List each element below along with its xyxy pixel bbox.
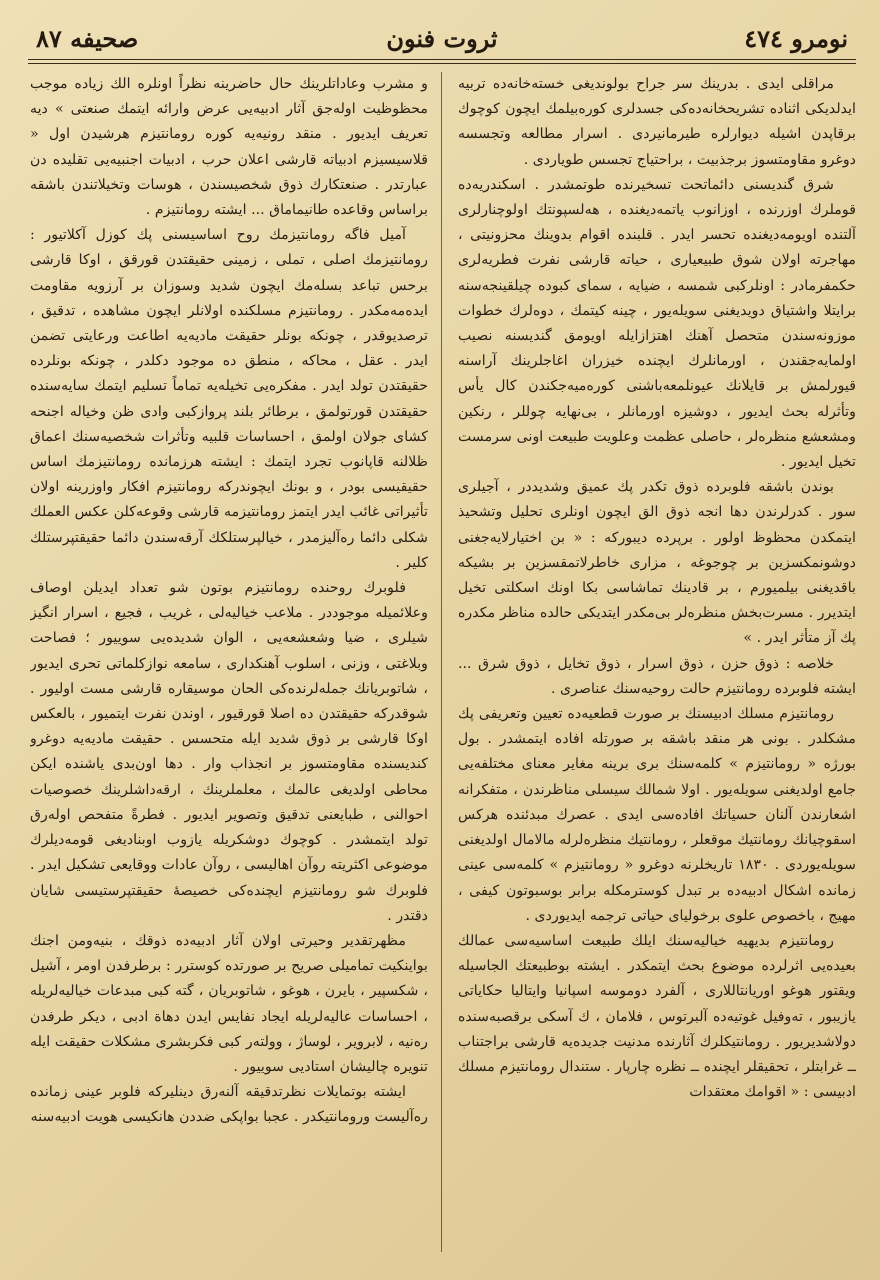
paragraph: مراقلی ایدی . بدرینك سر جراح بولوندیغی خسته‌خانه‌ده تربیه ایدلدیکی اثناده تشریحخانه‌ده‌کی جسدلری کوره‌بیلمك ایچون کوچوك برقاپدن اشیله دیوارلره طیرمانیردی . اسرار مطالعه وتجسسه دوغرو مقاومتسوز برجذبیت ، براحتیاج تجسس طویاردی . [458, 76, 856, 168]
paragraph: شرق گندیسنی دائماتحت تسخیرنده طوتمشدر . اسکندریه‌ده قوملرك اوزرنده ، اوزانوب یاتمه‌دیغنده ، هەلسپونتك اولوچنارلری آلتنده اویومه‌دیغنده تحسر ایدر . قلبنده اقوام بدوینك محزونیتی ، مهاجرته اولان شوق طبیعیاری ، حیاته قارشی نفرت فطریه‌لری حکمفرمادر : اونلرکبی شمسه ، ضیایه ، سمای کبوده چیلقینجه‌سنه برایتلا واشتیاق دویدیغنی سویله‌یور ، چینه کیتمك ، دوه‌لرك خطوات موزونه‌سندن متحصل آهنك اهتزازایله اویومق گندیسنه نصیب اولمایه‌جقندن ، اورمانلرك ایچنده خیزران اغاجلرینك آراسنه قیورلمش بر قایلانك عیونلمعه‌باشنی کوره‌میه‌جکندن کال یأس وتأثرله بحث ایدیور ، دوشیزه اورمانلر ، بی‌نهایه چوللر ، رنکین ومشعشع منظره‌لر ، حاصلی عظمت وعلویت طبیعت اونی سرمست تخیل ایدیور . [458, 176, 856, 471]
page-header [28, 18, 856, 64]
left-text-column [30, 72, 428, 1262]
paragraph: و مشرب وعاداتلرینك حال حاضرینه نظراً اونلره الك زیاده موجب محظوظیت اوله‌جق آثار ادبیه‌یی عرض وارائه ایتمك صنعتی » دیه تعریف ایدیور . منقد رونیه‌یه کوره رومانتیزم هرشیدن اول « قلاسیسیزم ادبیاته قارشی اعلان حرب ، ادبیات اجنبیه‌یی تقلیده دن عبارتدر . صنعتکارك ذوق شخصیسندن ، هوسات وتخیلاتندن باشقه براساس وقاعده طانیماماق ... ایشته رومانتیزم . [30, 76, 428, 219]
paragraph: فلوبرك روحنده رومانتیزم بوتون شو تعداد ایدیلن اوصاف وعلائمیله موجوددر . ملاعب خیالیه‌لی ، غریب ، فجیع ، اسرار انگیز شیلری ، ضیا وشعشعه‌یی ، الوان شدیده‌یی سوییور ؛ فصاحت وبلاغتی ، وزنی ، اسلوب آهنکداری ، سامعه نوازکلماتی تحری ایدیور ، شاتوبریانك جمله‌لرنده‌کی الحان موسیقاره قارشی مست اولیور . شوقدرکه حقیقتدن ده اصلا قورقیور ، اوندن نفرت ایتمیور ، بالعکس اوکا قارشی بر ذوق شدید ایله متحسس . حقیقت مادیه‌یه دوغرو کندیسنده مقاومتسوز بر انجذاب وار . دها اون‌بدی یاشنده ایکن محاطی اولدیغی عالمك ، معلملرینك ، ارقه‌داشلرینك خصوصیات احوالنی ، طبایعنی تدقیق وتصویر ایدیور . فطرةً متفحص اوله‌رق تولد ایتمشدر . کوچوك دوشکریله یازوب اوبنادیغی قومه‌دیلرك موضوعی اکثریته روآن اهالیسی ، روآن عادات ووقایعی تشکیل ایدر . فلوبرك شو رومانتیزم ایچنده‌کی خصیصهٔ حقیقتپرستیسی شایان دقتدر . [30, 580, 428, 924]
issue-number: نومرو ٤٧٤ [744, 24, 848, 53]
right-text-column [458, 72, 856, 1262]
paragraph: مظهرتقدیر وحیرتی اولان آثار ادبیه‌ده ذوقك ، بنیه‌ومن اجنك بواینکیت تمامیلی صریح بر صورتده کوسترر : برطرفدن اومر ، آشیل ، شکسپیر ، بایرن ، هوغو ، شاتوبریان ، گته کبی مبدعات خیالیه‌لریله ، احساسات عالیه‌لریله ایجاد نفایس ایدن دهاة ادبی ، دیکر طرفدن رەنیه ، لابرویر ، لوساژ ، وولته‌ر کبی فکربشری مشکلات حقیقت ایله تنویره چالیشان استادیی سوییور . [30, 932, 428, 1075]
header-rule [28, 59, 856, 64]
column-divider [441, 72, 442, 1252]
paragraph: آمیل فاگه رومانتیزمك روح اساسیسنی پك کوزل آکلاتیور : رومانتیزمك اصلی ، تملی ، زمینی حقیقتدن قورقق ، اوکا قارشی برحس تباعد بسلەمك ایچون شدید وسوزان بر آرزویه مقاومت ایده‌مەمکدر . رومانتیزم مسلکنده اولانلر ایچون مشاهده ، تدقیق ، ترصدیوقدر ، چونکه بونلر حقیقت مادیه‌یه اطاعت ورعایتی تضمن ایدر . عقل ، محاکه ، منطق ده موجود دکلدر ، چونکه بونلرده حقیقتدن تولد ایدر . مفکره‌یی تخیله‌یه تماماً تسلیم ایتمك سایه‌سنده حقیقتدن قورتولمق ، برطائر بلند پروازکبی وادی ظن وخیاله اجنحه کشای جولان اولمق ، احساسات قلبیه وتأثرات شخصیه‌سنك اعماق ظلالنه قاپانوب تجرد ایتمك : ایشته هرزمانده رومانتیزمك اساس حقیقیسی بودر ، و بونك ایچوندرکه رومانتیزم افکار واوزرینه اولان تأثیراتی غائب ایدر ایتمز رومانتیزمه قارشی وقوعه‌کلن عکس العملك شکلی دائما رەآلیزمدر ، خیالپرستلکك آرقه‌سندن دائما حقیقتپرستلك کلیر . [30, 227, 428, 571]
paragraph: خلاصه : ذوق حزن ، ذوق اسرار ، ذوق تخایل ، ذوق شرق ... ایشته فلوبرده رومانتیزم حالت روحیه‌سنك عناصری . [458, 655, 856, 697]
journal-title: ثروت فنون [386, 24, 498, 53]
page-number: صحيفه ٨٧ [36, 24, 139, 53]
paragraph: ایشته بوتمایلات نظرتدقیقه آلنه‌رق دینلیرکه فلوبر عینی زمانده رەآلیست ورومانتیکدر . عجبا بواپکی ضددن هانکیسی هویت ادبیه‌سنه [30, 1084, 428, 1126]
paragraph: رومانتیزم مسلك ادبیسنك بر صورت قطعیه‌ده تعیین وتعریفی پك مشکلدر . بونی هر منقد باشقه بر صورتله افاده ایتمشدر . بول بورژه « رومانتیزم » کلمه‌سنك بری برینه مغایر معنای مختلفه‌یی جامع اولدیغنی سویله‌یور . اولا شمالك سیسلی مناظرندن ، متفکرانه اشعارندن آلنان حسیاتك افاده‌سی ایدی . عصرك مبدئنده هرکس اسقوچیانك رومانتیك موقعلر ، رومانتیك منظره‌لرله مالامال اولدیغنی سویله‌یوردی . ١٨٣٠ تاریخلرنه دوغرو « رومانتیزم » کلمه‌سی عینی زمانده اشکال ادبیه‌ده بر تبدل کوسترمکله برابر بوسبوتون کیفی ، مهیج ، باخصوص علوی برخولیای حیاتی ترجمه ایدیوردی . [458, 706, 856, 924]
paragraph: بوندن باشقه فلوبرده ذوق تکدر پك عمیق وشدیددر ، آجیلری سور . کدرلرندن دها انجه ذوق الق ایچون اونلری تحلیل وتشحیذ ایتمکدن محظوظ اولور . برپرده دیبورکه : « بن اختیارلایه‌جغنی دوشونمکسزین بر چوجوغه ، مزاری خاطرلاتمقسزین بر بشیکه باقدیغنی بیلمیورم ، بر قادینك تماشاسی بکا اونك اسکلتی تخیل ایتدیرر . مسرت‌بخش منظره‌لر بی‌مکدر ایتدیکی حالده مناظر مکدره پك آز متأثر ایدر . » [458, 479, 856, 647]
paragraph: رومانتیزم بدیهیه خیالیه‌سنك ایلك طبیعت اساسیه‌سی عمالك بعیده‌یی اثرلرده موضوع بحث ایتمکدر . ایشته بوطبیعتك الجاسیله ویقتور هوغو اوریانتاللاری ، آلفرد دوموسه اسپانیا وایتالیا حکایاتی یازیبور ، تەوفیل غوتیه‌ده آلبرتوس ، فلامان ، ك آسکی برقصبه‌سنده دولاشدیریور . رومانتیکلرك آثارنده مدنیت جدیده‌یه قارشی براجتناب ــ غرابتلر ، تحقیقلر ایچنده ــ نظره چارپار . ستندال رومانتیزم مسلك ادبیسی : « اقوامك معتقدات [458, 932, 856, 1101]
